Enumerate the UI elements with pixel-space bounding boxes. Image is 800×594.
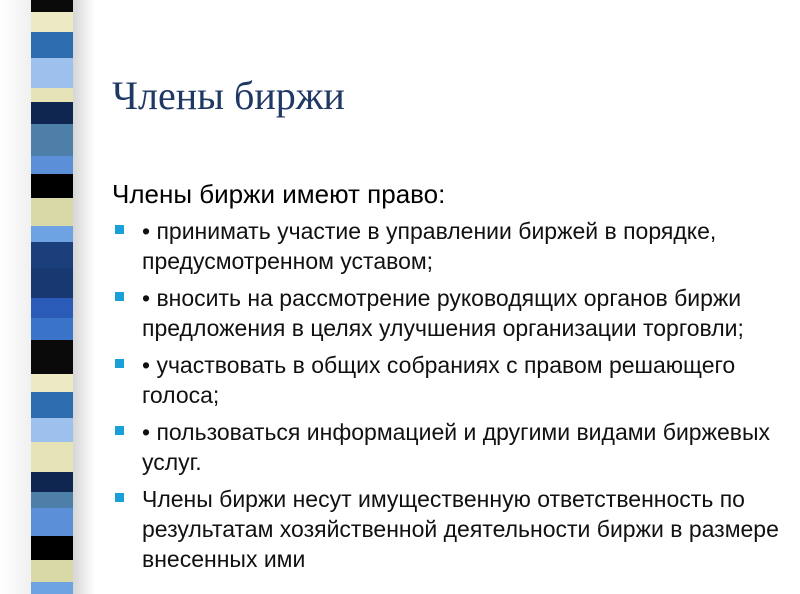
square-bullet-icon [115, 225, 124, 234]
stripe [31, 442, 73, 472]
list-item [112, 417, 792, 477]
square-bullet-icon [115, 292, 124, 301]
stripe [31, 88, 73, 102]
stripe [31, 174, 73, 198]
square-bullet-icon [115, 359, 124, 368]
slide-title: Члены биржи [112, 73, 345, 118]
stripe [31, 298, 73, 318]
stripe [31, 156, 73, 174]
stripe [31, 242, 73, 268]
list-item-text: • вносить на рассмотрение руководящих органов биржи предложения в целях улучшения организации торговли; [142, 285, 744, 341]
square-bullet-icon [115, 493, 124, 502]
slide-intro: Члены биржи имеют право: [112, 179, 446, 209]
stripe [31, 198, 73, 226]
list-item [112, 484, 792, 574]
stripe [31, 12, 73, 32]
stripe [31, 536, 73, 560]
bullet-list [112, 216, 792, 581]
stripe [31, 318, 73, 340]
square-bullet-icon [115, 426, 124, 435]
stripe [31, 340, 73, 374]
stripe [31, 102, 73, 124]
stripe [31, 374, 73, 392]
list-item-text: Члены биржи несут имущественную ответственность по результатам хозяйственной деятельности биржи в размере внесенных ими [142, 486, 779, 572]
list-item [112, 283, 792, 343]
stripe-shadow [73, 0, 95, 594]
stripe [31, 560, 73, 582]
stripe [31, 472, 73, 492]
list-item-text: • участвовать в общих собраниях с правом решающего голоса; [142, 352, 736, 408]
stripe [31, 268, 73, 298]
stripe [31, 0, 73, 12]
stripe [31, 392, 73, 418]
stripe [31, 32, 73, 58]
list-item-text: • принимать участие в управлении биржей в порядке, предусмотренном уставом; [142, 218, 717, 274]
stripe [31, 418, 73, 442]
stripe [31, 226, 73, 242]
list-item [112, 350, 792, 410]
stripe-left-shade [0, 0, 31, 594]
stripe [31, 58, 73, 88]
stripe [31, 124, 73, 156]
list-item [112, 216, 792, 276]
decorative-stripe-panel [0, 0, 95, 594]
decorative-stripes [31, 0, 73, 594]
list-item-text: • пользоваться информацией и другими видами биржевых услуг. [142, 419, 771, 475]
stripe [31, 582, 73, 594]
stripe [31, 492, 73, 508]
stripe [31, 508, 73, 536]
